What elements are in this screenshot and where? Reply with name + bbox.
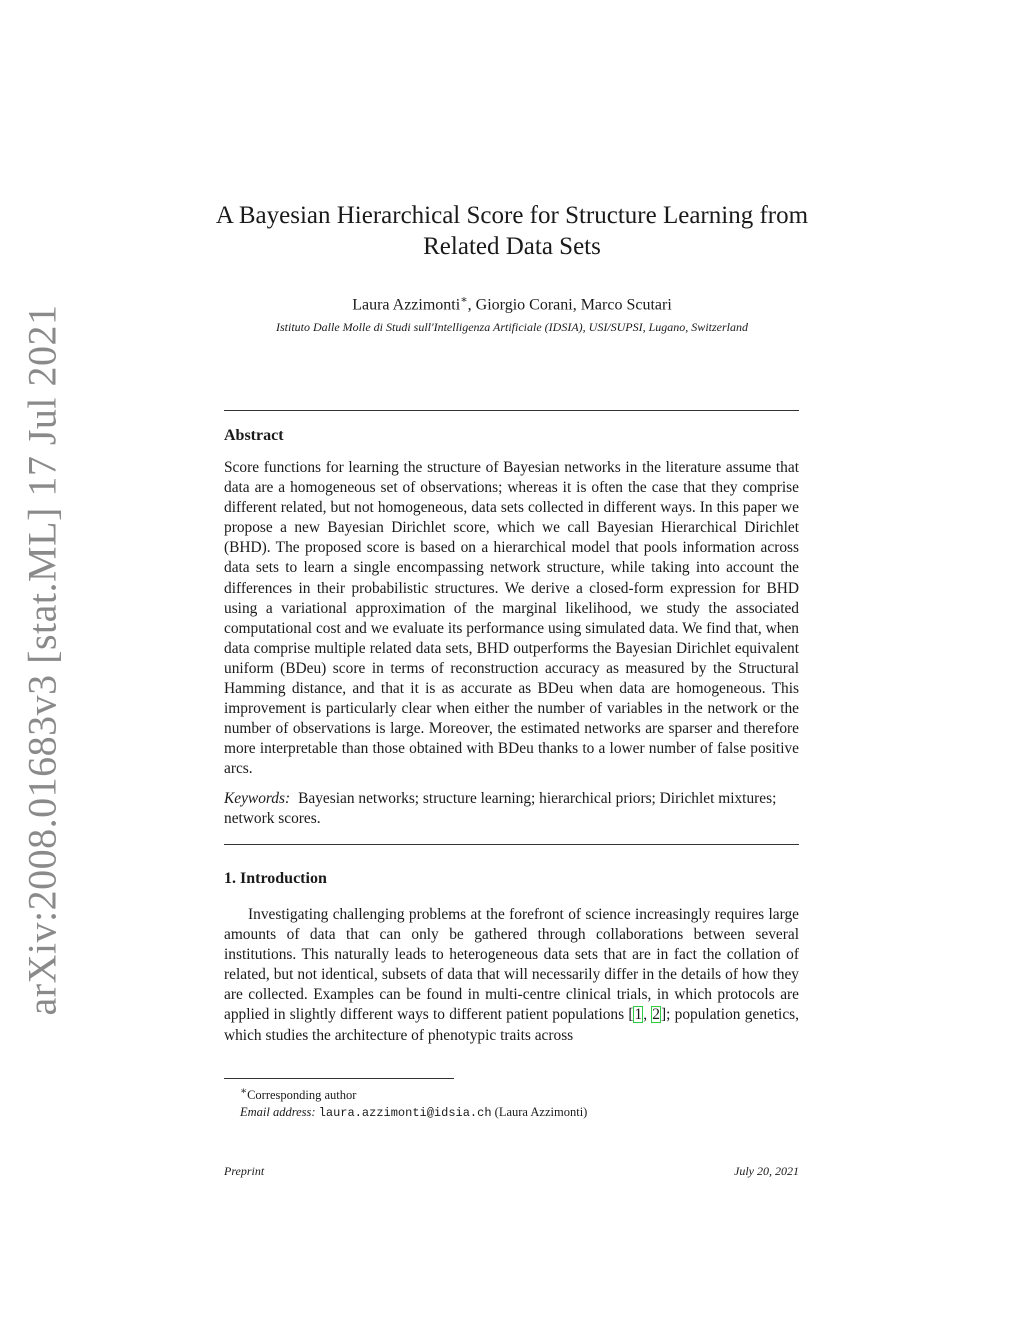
- affiliation: Istituto Dalle Molle di Studi sull'Intelligenza Artificiale (IDSIA), USI/SUPSI, Lugano, Switzerland: [276, 320, 748, 334]
- cite-separator: ,: [643, 1006, 652, 1024]
- citation-link-1[interactable]: 1: [634, 1006, 643, 1024]
- footnote-corresponding: [240, 1083, 587, 1104]
- keywords-text: Bayesian networks; structure learning; hierarchical priors; Dirichlet mixtures; network scores.: [224, 790, 777, 828]
- email-label: Email address:: [240, 1105, 316, 1120]
- citation-link-2[interactable]: 2: [652, 1006, 660, 1024]
- abstract-top-rule: [224, 410, 799, 411]
- arxiv-side-stamp: [0, 0, 80, 1325]
- footnote-rule: [224, 1078, 454, 1079]
- corresponding-mark[interactable]: ∗: [460, 294, 468, 306]
- abstract-bottom-rule: [224, 844, 799, 845]
- cite-close-bracket: ]: [660, 1006, 667, 1024]
- cite-open-bracket: [: [628, 1006, 634, 1024]
- footnote-email-line: [240, 1104, 587, 1122]
- arxiv-identifier: arXiv:2008.01683v3 [stat.ML] 17 Jul 2021: [19, 304, 65, 1016]
- author-rest: , Giorgio Corani, Marco Scutari: [467, 296, 672, 314]
- email-address[interactable]: laura.azzimonti@idsia.ch: [318, 1106, 492, 1121]
- footnote: [240, 1083, 587, 1122]
- abstract-heading: Abstract: [224, 427, 284, 444]
- introduction-text-part2: ; population genetics, which studies the architecture of phenotypic traits across: [224, 1006, 799, 1044]
- introduction-heading: 1. Introduction: [224, 870, 327, 887]
- abstract-text: Score functions for learning the structure of Bayesian networks in the literature assume that data are a homogeneous set of observations; whereas it is often the case that they comprise different related, but not homogeneous, data sets collected in different ways. In this paper we propose a new Bayesian Dirichlet score, which we call Bayesian Hierarchical Dirichlet (BHD). The proposed score is based on a hierarchical model that pools information across data sets to learn a single encompassing network structure, while taking into account the differences in their probabilistic structures. We derive a closed-form expression for BHD using a variational approximation of the marginal likelihood, we study the associated computational cost and we evaluate its performance using simulated data. We find that, when data comprise multiple related data sets, BHD outperforms the Bayesian Dirichlet equivalent uniform (BDeu) score in terms of reconstruction accuracy as measured by the Structural Hamming distance, and that it is as accurate as BDeu when data are homogeneous. This improvement is particularly clear when either the number of variables in the network or the number of observations is large. Moreover, the estimated networks are sparser and therefore more interpretable than those obtained with BDeu thanks to a lower number of false positive arcs.: [224, 459, 799, 778]
- email-owner: (Laura Azzimonti): [494, 1105, 588, 1120]
- introduction-text-part1: Investigating challenging problems at the forefront of science increasingly requires large amounts of data that can only be gathered through collaborations between several institutions. This naturally leads to heterogeneous data sets that are in fact the collation of related, but not identical, subsets of data that will necessarily differ in the details of how they are collected. Examples can be found in multi-centre clinical trials, in which protocols are applied in slightly different ways to different patient populations: [224, 906, 799, 1024]
- author-line: [180, 290, 844, 315]
- introduction-text: [224, 905, 799, 1046]
- paper-title: A Bayesian Hierarchical Score for Structure Learning from Related Data Sets: [215, 202, 809, 260]
- keywords-label: Keywords:: [224, 790, 291, 807]
- author-first: Laura Azzimonti: [352, 296, 461, 314]
- footnote-corresponding-text: Corresponding author: [247, 1088, 357, 1103]
- keywords: [224, 789, 799, 829]
- footnote-mark: ∗: [240, 1086, 248, 1097]
- footer-date: July 20, 2021: [734, 1164, 799, 1178]
- footer-preprint: Preprint: [224, 1164, 265, 1178]
